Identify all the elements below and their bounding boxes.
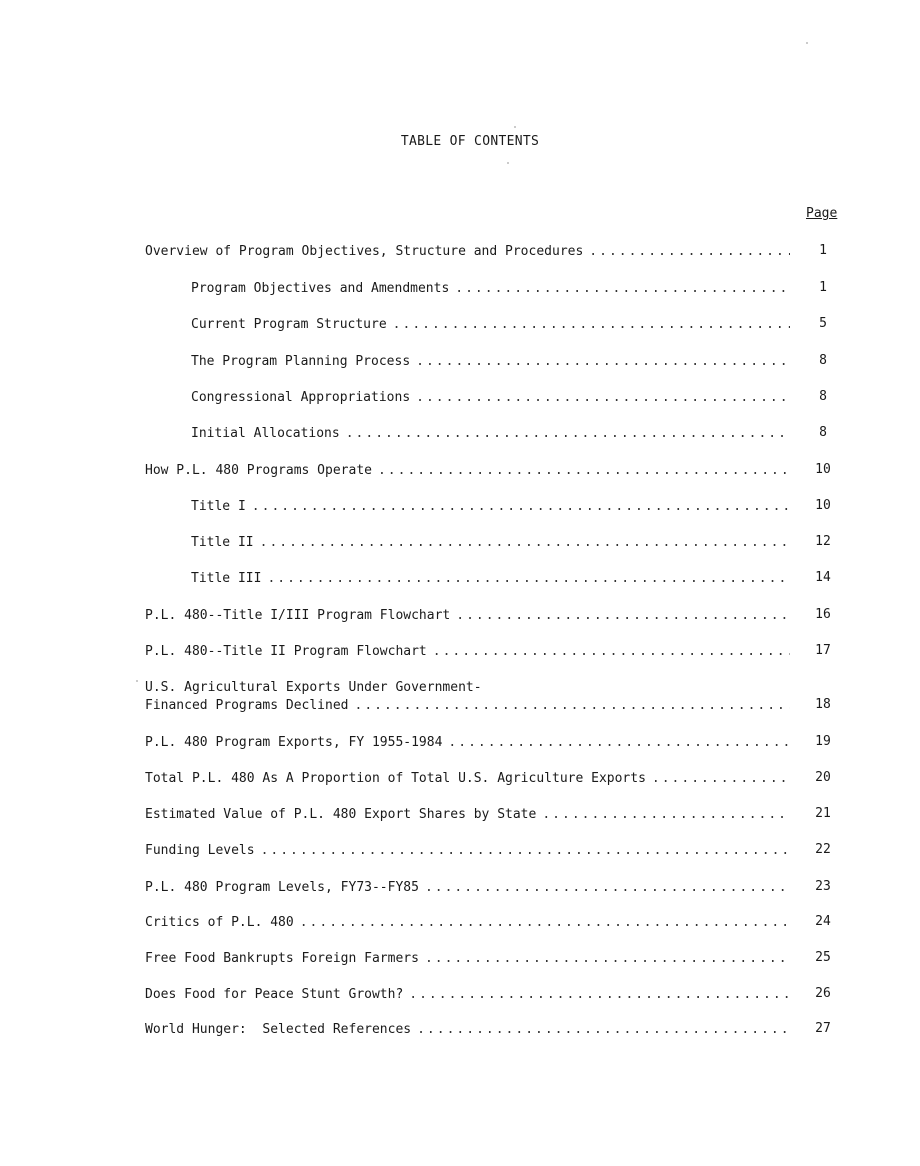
- dot-leader: [409, 986, 790, 1004]
- toc-entry-page: 10: [815, 498, 831, 513]
- dot-leader: [252, 498, 790, 516]
- toc-entry: [145, 680, 790, 715]
- toc-entry-page: 16: [815, 607, 831, 622]
- toc-entry: [191, 425, 790, 443]
- toc-entry-page: 20: [815, 770, 831, 785]
- dot-leader: [260, 534, 790, 552]
- toc-entry-label: P.L. 480--Title I/III Program Flowchart: [145, 608, 451, 623]
- toc-entry-label: Estimated Value of P.L. 480 Export Shares by State: [145, 807, 537, 822]
- toc-entry-page: 27: [815, 1021, 831, 1036]
- dot-leader: [267, 570, 790, 588]
- toc-entry: [145, 770, 790, 788]
- toc-entry-page: 8: [819, 353, 827, 368]
- dot-leader: [261, 842, 790, 860]
- toc-entry-label: Current Program Structure: [191, 317, 387, 332]
- dot-leader: [417, 1021, 790, 1039]
- dot-leader: [456, 607, 790, 625]
- toc-entry-label: Program Objectives and Amendments: [191, 281, 450, 296]
- toc-entry-page: 8: [819, 389, 827, 404]
- toc-entry-label: Title II: [191, 535, 254, 550]
- toc-entry: [145, 243, 790, 261]
- toc-entry: [191, 570, 790, 588]
- toc-entry-label: The Program Planning Process: [191, 354, 411, 369]
- toc-entry-page: 1: [819, 280, 827, 295]
- page-column-header: Page: [806, 206, 838, 221]
- toc-entry-page: 23: [815, 879, 831, 894]
- toc-entry-page: 26: [815, 986, 831, 1001]
- toc-entry-page: 25: [815, 950, 831, 965]
- toc-entry-label: Congressional Appropriations: [191, 390, 411, 405]
- toc-entry: [145, 986, 790, 1004]
- toc-entry-label: Title I: [191, 499, 246, 514]
- toc-entry-page: 19: [815, 734, 831, 749]
- dot-leader: [416, 389, 790, 407]
- scan-speck: [514, 126, 516, 128]
- dot-leader: [425, 950, 790, 968]
- toc-entry-label: Does Food for Peace Stunt Growth?: [145, 987, 404, 1002]
- dot-leader: [425, 879, 790, 897]
- toc-entry-label: Free Food Bankrupts Foreign Farmers: [145, 951, 419, 966]
- toc-entry: [145, 462, 790, 480]
- toc-entry: [191, 534, 790, 552]
- toc-entry-page: 14: [815, 570, 831, 585]
- toc-entry-label-line1: U.S. Agricultural Exports Under Government-: [145, 680, 482, 695]
- dot-leader: [355, 697, 791, 715]
- toc-entry-page: 1: [819, 243, 827, 258]
- dot-leader: [393, 316, 790, 334]
- toc-entry-page: 21: [815, 806, 831, 821]
- toc-entry: [145, 607, 790, 625]
- toc-entry-page: 8: [819, 425, 827, 440]
- dot-leader: [378, 462, 790, 480]
- toc-entry: [145, 914, 790, 932]
- dot-leader: [589, 243, 790, 261]
- toc-entry-label: Title III: [191, 571, 262, 586]
- toc-entry-label: Initial Allocations: [191, 426, 340, 441]
- toc-entry: [191, 353, 790, 371]
- toc-entry-page: 18: [815, 697, 831, 712]
- dot-leader: [433, 643, 790, 661]
- toc-entry-label: P.L. 480--Title II Program Flowchart: [145, 644, 427, 659]
- scan-speck: [806, 42, 808, 44]
- toc-entry-label: How P.L. 480 Programs Operate: [145, 463, 372, 478]
- scan-speck: [507, 162, 509, 164]
- scan-speck: [136, 680, 138, 682]
- toc-entry-label: Critics of P.L. 480: [145, 915, 294, 930]
- dot-leader: [455, 280, 790, 298]
- toc-entry-label: Total P.L. 480 As A Proportion of Total U.S. Agriculture Exports: [145, 771, 646, 786]
- toc-entry-label: World Hunger: Selected References: [145, 1022, 412, 1037]
- toc-entry-label: P.L. 480 Program Levels, FY73--FY85: [145, 880, 419, 895]
- toc-entry: [145, 643, 790, 661]
- toc-entry-page: 24: [815, 914, 831, 929]
- toc-entry-page: 5: [819, 316, 827, 331]
- toc-entry-label: P.L. 480 Program Exports, FY 1955-1984: [145, 735, 443, 750]
- toc-entry-page: 10: [815, 462, 831, 477]
- toc-title: TABLE OF CONTENTS: [400, 134, 540, 149]
- toc-entry-page: 17: [815, 643, 831, 658]
- toc-entry-label: Overview of Program Objectives, Structure and Procedures: [145, 244, 584, 259]
- toc-entry-label: Funding Levels: [145, 843, 255, 858]
- toc-entry-page: 12: [815, 534, 831, 549]
- toc-entry: [145, 1021, 790, 1039]
- dot-leader: [652, 770, 790, 788]
- dot-leader: [542, 806, 790, 824]
- toc-entry: [191, 498, 790, 516]
- toc-entry: [145, 806, 790, 824]
- toc-entry: [145, 734, 790, 752]
- dot-leader: [300, 914, 790, 932]
- toc-entry: [145, 842, 790, 860]
- toc-entry: [191, 280, 790, 298]
- toc-entry: [145, 879, 790, 897]
- toc-entry-page: 22: [815, 842, 831, 857]
- dot-leader: [448, 734, 790, 752]
- dot-leader: [416, 353, 790, 371]
- dot-leader: [346, 425, 790, 443]
- toc-entry: [191, 316, 790, 334]
- toc-entry-label: Financed Programs Declined: [145, 698, 349, 713]
- toc-entry: [191, 389, 790, 407]
- toc-entry: [145, 950, 790, 968]
